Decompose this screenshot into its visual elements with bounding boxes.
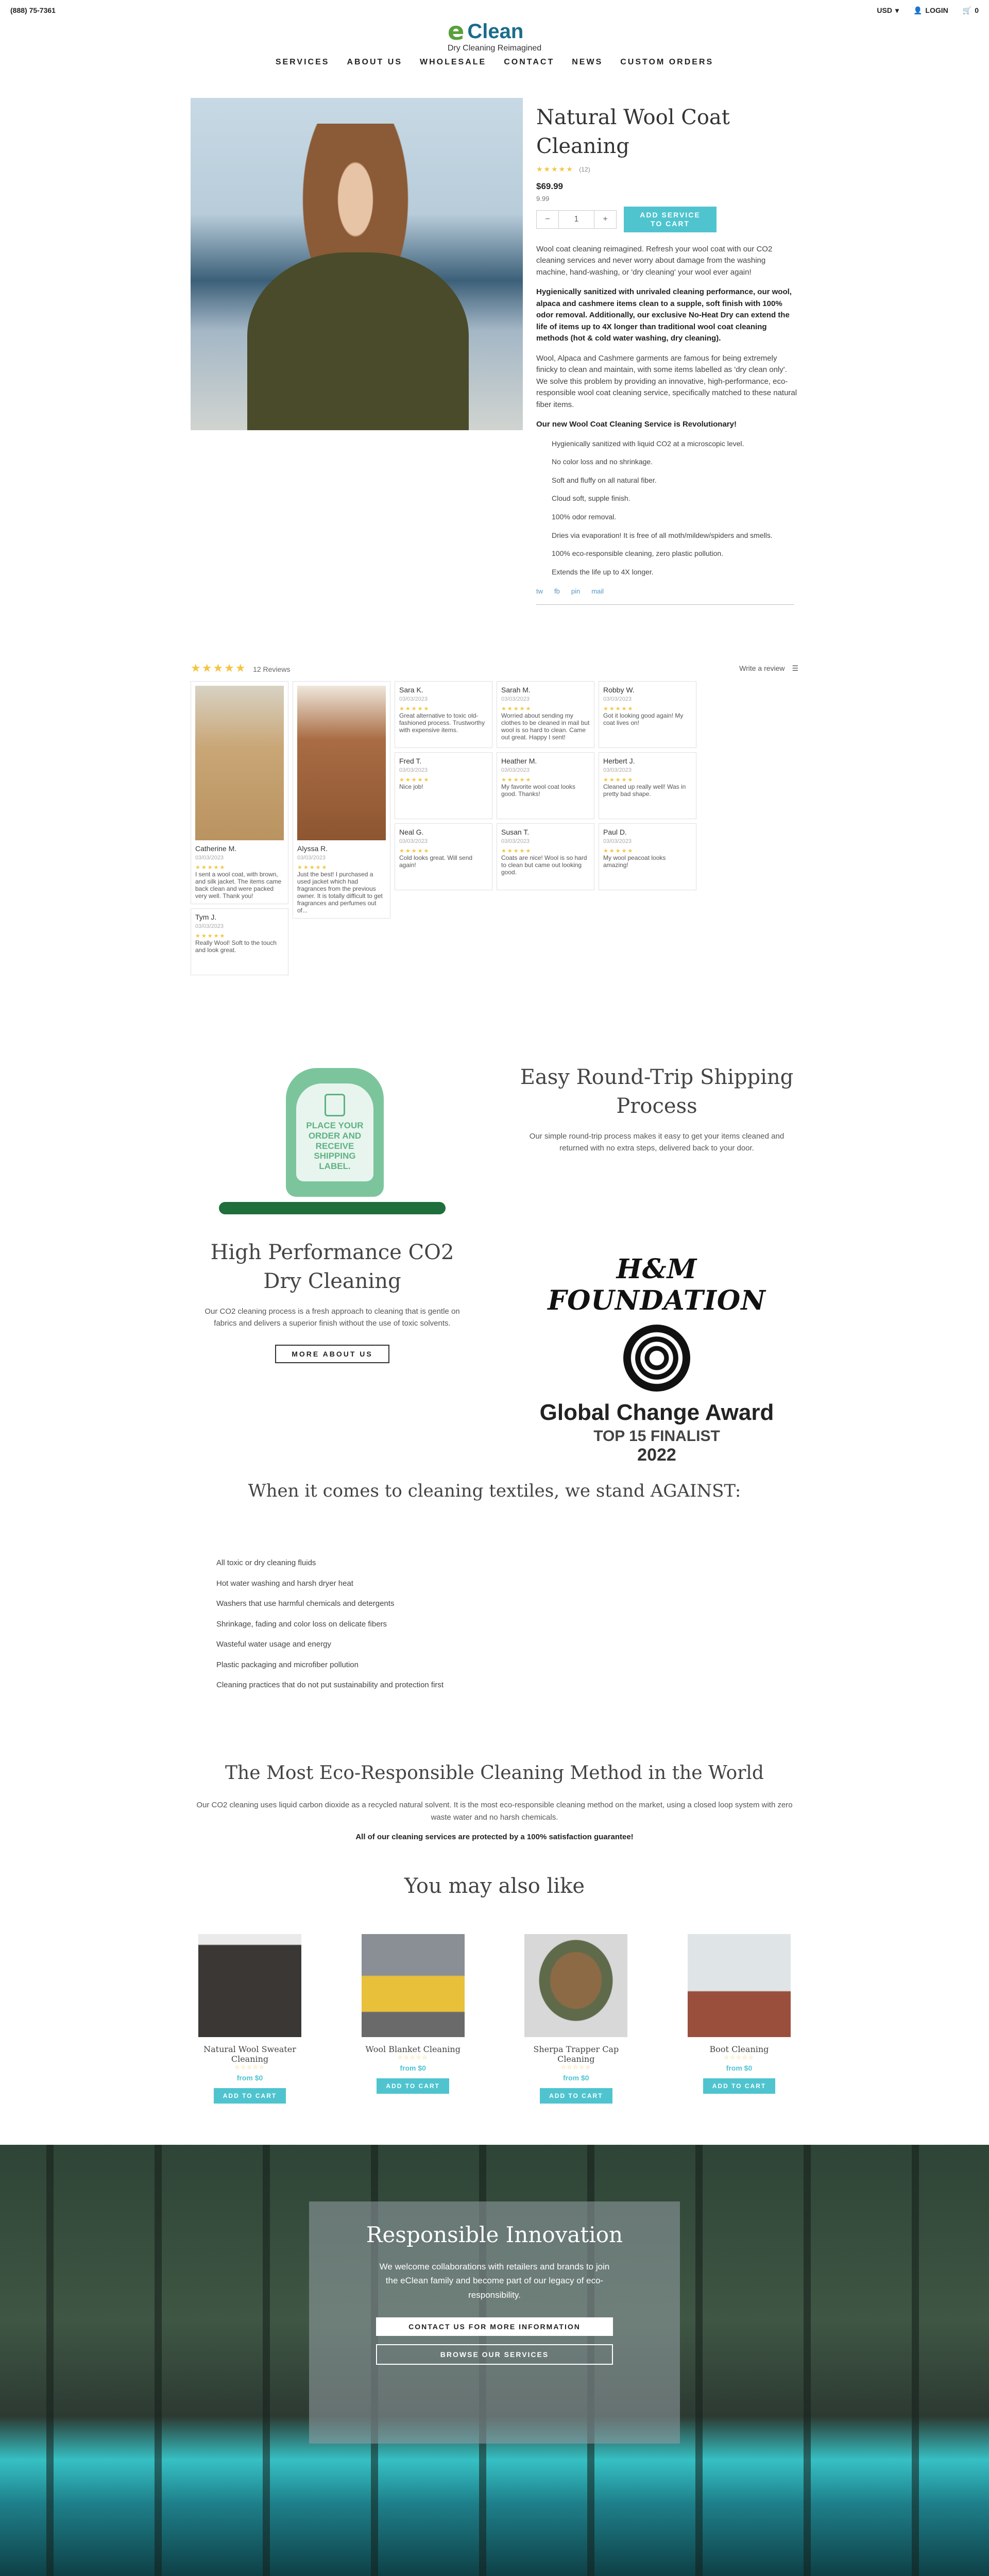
against-title: When it comes to cleaning textiles, we stand AGAINST: bbox=[248, 1481, 741, 1502]
review-card[interactable] bbox=[395, 823, 492, 890]
award-name: Global Change Award bbox=[539, 1400, 774, 1426]
related-stars-icon: ☆☆☆☆☆ bbox=[398, 2054, 429, 2061]
reviewer-name: Herbert J. bbox=[603, 757, 635, 766]
top-bar bbox=[0, 0, 989, 21]
review-text: Got it looking good again! My coat lives on! bbox=[603, 712, 684, 727]
more-about-us-button[interactable]: MORE ABOUT US bbox=[275, 1345, 389, 1363]
hero-text: We welcome collaborations with retailers and brands to join the eClean family and become part of our legacy of eco-responsibility. bbox=[379, 2262, 610, 2300]
cart-count: 0 bbox=[975, 6, 979, 14]
related-product-name[interactable]: Wool Blanket Cleaning bbox=[365, 2044, 461, 2054]
browse-services-button[interactable]: BROWSE OUR SERVICES bbox=[376, 2344, 613, 2365]
qty-increase-button[interactable]: + bbox=[603, 214, 608, 224]
qty-value[interactable]: 1 bbox=[558, 211, 594, 228]
top-bar-actions bbox=[877, 6, 979, 15]
related-product bbox=[362, 1934, 465, 2104]
feature-item: Cloud soft, supple finish. bbox=[552, 494, 630, 503]
features-heading: Our new Wool Coat Cleaning Service is Revolutionary! bbox=[536, 420, 737, 429]
product-price: $69.99 bbox=[536, 181, 563, 191]
related-products-section bbox=[191, 1874, 798, 2104]
reviewer-name: Neal G. bbox=[399, 828, 424, 837]
user-icon: 👤 bbox=[913, 6, 923, 14]
feature-item: 100% odor removal. bbox=[552, 512, 617, 521]
review-card[interactable] bbox=[191, 681, 288, 904]
review-date: 03/03/2023 bbox=[501, 696, 530, 703]
quantity-stepper bbox=[536, 210, 617, 229]
site-logo[interactable] bbox=[448, 19, 541, 53]
reviewer-name: Sarah M. bbox=[501, 686, 531, 694]
review-date: 03/03/2023 bbox=[399, 838, 428, 845]
login-link[interactable] bbox=[913, 6, 948, 15]
award-emblem-icon bbox=[623, 1325, 690, 1392]
eco-section bbox=[191, 1762, 798, 1843]
shipping-bag-illustration bbox=[198, 1058, 466, 1228]
review-photo[interactable] bbox=[297, 686, 386, 840]
contact-us-button[interactable]: CONTACT US FOR MORE INFORMATION bbox=[376, 2317, 613, 2336]
award-year: 2022 bbox=[637, 1445, 676, 1465]
award-org: H&M FOUNDATION bbox=[548, 1253, 766, 1317]
shipping-bag-icon bbox=[286, 1068, 384, 1197]
shipping-text: Our simple round-trip process makes it easy to get your items cleaned and returned with no extra steps, delivered back to your door. bbox=[529, 1132, 785, 1153]
review-card[interactable] bbox=[599, 823, 696, 890]
against-item: Hot water washing and harsh dryer heat bbox=[216, 1579, 353, 1588]
currency-selector[interactable] bbox=[877, 6, 899, 15]
related-product-name[interactable]: Boot Cleaning bbox=[709, 2044, 769, 2054]
review-date: 03/03/2023 bbox=[195, 923, 224, 930]
related-product-price: from $0 bbox=[400, 2063, 426, 2072]
reviewer-name: Alyssa R. bbox=[297, 844, 328, 853]
description-paragraph: Wool coat cleaning reimagined. Refresh your wool coat with our CO2 cleaning services and never worry about damage from the washing machine, hand-washing, or 'dry cleaning' your wool ever again! bbox=[536, 244, 773, 277]
shipping-block bbox=[515, 1058, 798, 1228]
review-text: Nice job! bbox=[399, 783, 423, 791]
product-thumbnail[interactable] bbox=[198, 1934, 301, 2037]
reviewer-name: Paul D. bbox=[603, 828, 627, 837]
review-stars-icon: ★★★★★ bbox=[297, 865, 328, 871]
nav-news[interactable]: NEWS bbox=[572, 58, 603, 66]
twitter-icon[interactable]: tw bbox=[536, 587, 543, 596]
email-icon[interactable]: mail bbox=[591, 587, 604, 596]
review-date: 03/03/2023 bbox=[195, 855, 224, 861]
label-icon bbox=[325, 1094, 345, 1116]
logo-tagline: Dry Cleaning Reimagined bbox=[447, 44, 542, 53]
review-column bbox=[599, 681, 696, 975]
bag-caption: PLACE YOUR ORDER AND RECEIVE SHIPPING LABEL. bbox=[306, 1121, 364, 1171]
review-date: 03/03/2023 bbox=[399, 767, 428, 774]
review-text: Cleaned up really well! Was in pretty bad shape. bbox=[603, 783, 686, 798]
related-product bbox=[688, 1934, 791, 2104]
review-card[interactable] bbox=[599, 752, 696, 819]
review-stars-icon: ★★★★★ bbox=[195, 933, 226, 940]
cart-link[interactable] bbox=[963, 6, 979, 15]
review-date: 03/03/2023 bbox=[297, 855, 326, 861]
review-text: Cold looks great. Will send again! bbox=[399, 854, 473, 869]
related-add-to-cart-button[interactable]: ADD TO CART bbox=[703, 2078, 775, 2094]
forest-hero-section bbox=[0, 2145, 989, 2576]
related-stars-icon: ☆☆☆☆☆ bbox=[560, 2064, 591, 2071]
reviewer-name: Catherine M. bbox=[195, 844, 237, 853]
review-column bbox=[293, 681, 390, 975]
product-rating[interactable] bbox=[536, 165, 798, 174]
related-product-name[interactable]: Natural Wool Sweater Cleaning bbox=[203, 2044, 296, 2064]
related-product-price: from $0 bbox=[236, 2073, 263, 2082]
description-paragraph: Wool, Alpaca and Cashmere garments are famous for being extremely finicky to clean and maintain, with some items labelled as 'dry clean only'. We solve this problem by providing an innovative, high-performance, eco-responsible wool coat cleaning service, specifically matched to these natural fiber items. bbox=[536, 353, 797, 409]
review-stars-icon: ★★★★★ bbox=[399, 777, 430, 784]
related-product bbox=[524, 1934, 627, 2104]
reviewer-name: Fred T. bbox=[399, 757, 422, 766]
related-product-price: from $0 bbox=[726, 2063, 753, 2072]
currency-label: USD bbox=[877, 6, 892, 14]
hero-panel bbox=[309, 2201, 680, 2444]
review-text: My favorite wool coat looks good. Thanks! bbox=[501, 783, 576, 798]
product-thumbnail[interactable] bbox=[524, 1934, 627, 2037]
summary-stars-icon: ★★★★★ bbox=[191, 662, 247, 675]
review-card[interactable] bbox=[599, 681, 696, 748]
review-stars-icon: ★★★★★ bbox=[603, 848, 634, 855]
reviews-header bbox=[191, 662, 798, 675]
related-add-to-cart-button[interactable]: ADD TO CART bbox=[540, 2088, 612, 2104]
review-text: My wool peacoat looks amazing! bbox=[603, 854, 666, 869]
rating-stars-icon: ★★★★★ bbox=[536, 165, 574, 173]
login-label: LOGIN bbox=[925, 6, 948, 14]
eco-guarantee: All of our cleaning services are protected by a 100% satisfaction guarantee! bbox=[355, 1832, 634, 1841]
related-grid bbox=[191, 1934, 798, 2104]
related-product-name[interactable]: Sherpa Trapper Cap Cleaning bbox=[533, 2044, 619, 2064]
site-header bbox=[0, 17, 989, 53]
review-stars-icon: ★★★★★ bbox=[603, 706, 634, 713]
product-title: Natural Wool Coat Cleaning bbox=[536, 106, 730, 158]
facebook-icon[interactable]: fb bbox=[554, 587, 560, 596]
review-stars-icon: ★★★★★ bbox=[501, 848, 532, 855]
review-date: 03/03/2023 bbox=[399, 696, 428, 703]
product-info bbox=[536, 98, 798, 605]
review-date: 03/03/2023 bbox=[501, 838, 530, 845]
reviewer-name: Robby W. bbox=[603, 686, 635, 694]
nav-custom-orders[interactable]: CUSTOM ORDERS bbox=[620, 58, 714, 66]
review-text: Coats are nice! Wool is so hard to clean but came out looking good. bbox=[501, 854, 587, 876]
rating-count: (12) bbox=[579, 166, 590, 173]
review-stars-icon: ★★★★★ bbox=[399, 848, 430, 855]
review-stars-icon: ★★★★★ bbox=[399, 706, 430, 713]
reviewer-name: Heather M. bbox=[501, 757, 537, 766]
share-row bbox=[536, 587, 794, 605]
review-text: I sent a wool coat, with brown, and silk jacket. The items came back clean and were packed very well. Thank you! bbox=[195, 871, 282, 900]
review-stars-icon: ★★★★★ bbox=[501, 777, 532, 784]
against-item: Washers that use harmful chemicals and detergents bbox=[216, 1599, 395, 1608]
main-nav bbox=[0, 58, 989, 67]
shipping-illustration-block bbox=[191, 1058, 474, 1228]
review-column bbox=[395, 681, 492, 975]
product-thumbnail[interactable] bbox=[362, 1934, 465, 2037]
reviewer-name: Tym J. bbox=[195, 913, 217, 922]
review-date: 03/03/2023 bbox=[501, 767, 530, 774]
nav-about-us[interactable]: ABOUT US bbox=[347, 58, 402, 66]
logo-word: Clean bbox=[467, 20, 524, 43]
reviewer-name: Susan T. bbox=[501, 828, 530, 837]
product-image[interactable] bbox=[191, 98, 523, 430]
related-stars-icon: ☆☆☆☆☆ bbox=[724, 2054, 755, 2061]
review-card[interactable] bbox=[497, 823, 594, 890]
against-item: Plastic packaging and microfiber pollution bbox=[216, 1660, 359, 1669]
review-card[interactable] bbox=[497, 681, 594, 748]
feature-item: 100% eco-responsible cleaning, zero plastic pollution. bbox=[552, 549, 724, 558]
review-date: 03/03/2023 bbox=[603, 838, 632, 845]
reviews-grid bbox=[191, 681, 798, 975]
performance-title: High Performance CO2 Dry Cleaning bbox=[210, 1241, 454, 1294]
feature-item: Extends the life up to 4X longer. bbox=[552, 567, 654, 576]
feature-item: Soft and fluffy on all natural fiber. bbox=[552, 476, 657, 484]
against-item: Shrinkage, fading and color loss on delicate fibers bbox=[216, 1619, 387, 1629]
feature-list bbox=[552, 439, 798, 578]
reviewer-name: Sara K. bbox=[399, 686, 423, 694]
review-photo[interactable] bbox=[195, 686, 284, 840]
review-stars-icon: ★★★★★ bbox=[501, 706, 532, 713]
against-item: All toxic or dry cleaning fluids bbox=[216, 1558, 316, 1568]
product-thumbnail[interactable] bbox=[688, 1934, 791, 2037]
pinterest-icon[interactable]: pin bbox=[571, 587, 581, 596]
against-list bbox=[216, 1558, 798, 1690]
review-text: Worried about sending my clothes to be cleaned in mail but wool is so hard to clean. Came out great. Happy I sent! bbox=[501, 712, 590, 741]
award-block bbox=[515, 1253, 798, 1465]
review-column bbox=[497, 681, 594, 975]
related-title: You may also like bbox=[404, 1874, 585, 1898]
filter-icon: ☰ bbox=[792, 664, 798, 672]
description-bold-paragraph: Hygienically sanitized with unrivaled cleaning performance, our wool, alpaca and cashmere items clean to a supple, soft finish with 100% odor removal. Additionally, our exclusive No-Heat Dry can extend the life of items up to 4X longer than traditional wool coat cleaning methods (hot & cold water washing, dry cleaning). bbox=[536, 287, 792, 343]
cart-base-shape bbox=[219, 1202, 446, 1214]
review-stars-icon: ★★★★★ bbox=[195, 865, 226, 871]
against-item: Wasteful water usage and energy bbox=[216, 1640, 331, 1649]
review-column-empty bbox=[701, 681, 798, 975]
features-section bbox=[191, 1058, 798, 1465]
chevron-down-icon: ▾ bbox=[895, 6, 899, 14]
related-product bbox=[198, 1934, 301, 2104]
nav-services[interactable]: SERVICES bbox=[275, 58, 330, 66]
review-stars-icon: ★★★★★ bbox=[603, 777, 634, 784]
hero-title: Responsible Innovation bbox=[366, 2222, 623, 2248]
award-finalist: TOP 15 FINALIST bbox=[593, 1428, 720, 1445]
against-section bbox=[191, 1481, 798, 1690]
product-description bbox=[536, 244, 798, 578]
review-date: 03/03/2023 bbox=[603, 696, 632, 703]
review-card[interactable] bbox=[395, 752, 492, 819]
review-card[interactable] bbox=[191, 908, 288, 975]
model-coat bbox=[247, 252, 469, 430]
performance-text: Our CO2 cleaning process is a fresh approach to cleaning that is gentle on fabrics and delivers a superior finish without the use of toxic solvents. bbox=[204, 1307, 460, 1328]
related-stars-icon: ☆☆☆☆☆ bbox=[234, 2064, 265, 2071]
feature-item: Hygienically sanitized with liquid CO2 at a microscopic level. bbox=[552, 439, 744, 448]
related-product-price: from $0 bbox=[563, 2073, 589, 2082]
review-card[interactable] bbox=[497, 752, 594, 819]
write-review-label: Write a review bbox=[739, 664, 785, 672]
write-review-button[interactable] bbox=[739, 664, 798, 673]
nav-wholesale[interactable]: WHOLESALE bbox=[420, 58, 487, 66]
purchase-row bbox=[536, 207, 798, 232]
review-date: 03/03/2023 bbox=[603, 767, 632, 774]
logo-mark: e bbox=[447, 17, 465, 46]
reviews-section bbox=[191, 662, 798, 975]
product-price-note: 9.99 bbox=[536, 195, 550, 202]
product-section bbox=[191, 98, 798, 605]
review-text: Really Wool! Soft to the touch and look great. bbox=[195, 939, 277, 954]
review-card[interactable] bbox=[395, 681, 492, 748]
reviews-count: 12 Reviews bbox=[253, 665, 291, 674]
reviews-summary[interactable] bbox=[191, 662, 290, 675]
against-item: Cleaning practices that do not put sustainability and protection first bbox=[216, 1681, 444, 1690]
feature-item: No color loss and no shrinkage. bbox=[552, 457, 653, 466]
eco-title: The Most Eco-Responsible Cleaning Method in the World bbox=[225, 1762, 764, 1784]
qty-decrease-button[interactable]: − bbox=[545, 214, 550, 224]
related-add-to-cart-button[interactable]: ADD TO CART bbox=[377, 2078, 449, 2094]
nav-contact[interactable]: CONTACT bbox=[504, 58, 555, 66]
review-text: Great alternative to toxic old-fashioned process. Trustworthy with expensive items. bbox=[399, 712, 485, 734]
cart-icon: 🛒 bbox=[962, 6, 972, 14]
add-to-cart-button[interactable]: ADD SERVICE TO CART bbox=[624, 207, 717, 232]
performance-block bbox=[191, 1238, 474, 1465]
eco-text: Our CO2 cleaning uses liquid carbon dioxide as a recycled natural solvent. It is the most eco-responsible cleaning method on the market, using a closed loop system with zero waste water and no harsh chemicals. bbox=[196, 1800, 793, 1822]
review-card[interactable] bbox=[293, 681, 390, 919]
phone-number[interactable]: (888) 75-7361 bbox=[10, 6, 56, 14]
related-add-to-cart-button[interactable]: ADD TO CART bbox=[214, 2088, 286, 2104]
review-text: Just the best! I purchased a used jacket which had fragrances from the previous owner. It is totally difficult to get fragrances and perfumes out of... bbox=[297, 871, 383, 914]
review-column bbox=[191, 681, 288, 975]
feature-item: Dries via evaporation! It is free of all moth/mildew/spiders and smells. bbox=[552, 531, 773, 539]
shipping-title: Easy Round-Trip Shipping Process bbox=[520, 1065, 794, 1118]
